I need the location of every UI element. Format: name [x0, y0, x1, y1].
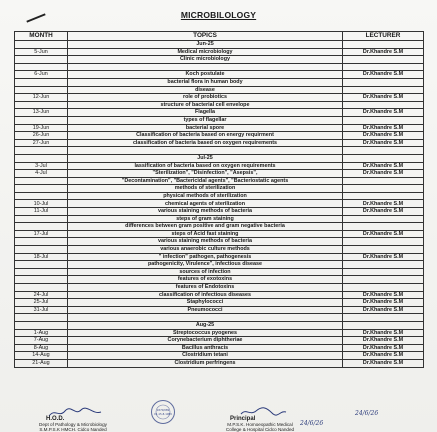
row-lecturer: Dr.Khandre S.M — [343, 253, 424, 261]
row-topic: sources of infection — [68, 268, 343, 276]
row-lecturer: Dr.Khandre S.M — [343, 359, 424, 367]
table-row — [15, 41, 424, 49]
row-month: 25-Jul — [15, 299, 68, 307]
table-row — [15, 291, 424, 299]
hod-dept: Dept of Pathology & Microbiology — [39, 422, 107, 427]
row-topic: features of exotoxins — [68, 276, 343, 284]
table-row — [15, 344, 424, 352]
table-row — [15, 329, 424, 337]
row-lecturer — [343, 101, 424, 109]
row-topic — [68, 63, 343, 71]
row-month: 4-Jul — [15, 170, 68, 178]
row-month: 31-Jul — [15, 306, 68, 314]
table-row — [15, 162, 424, 170]
principal-subtitle — [205, 422, 315, 432]
table-row — [15, 192, 424, 200]
table-row — [15, 101, 424, 109]
row-topic: Staphylococci — [68, 299, 343, 307]
row-lecturer — [343, 276, 424, 284]
row-month — [15, 41, 68, 49]
row-lecturer: Dr.Khandre S.M — [343, 230, 424, 238]
row-topic: Clinic microbiology — [68, 56, 343, 64]
row-topic: types of flagellar — [68, 116, 343, 124]
row-topic: chemical agents of sterilization — [68, 200, 343, 208]
table-row — [15, 208, 424, 216]
row-lecturer: Dr.Khandre S.M — [343, 306, 424, 314]
table-row — [15, 63, 424, 71]
row-month — [15, 261, 68, 269]
row-month: 6-Jun — [15, 71, 68, 79]
row-month: 7-Aug — [15, 337, 68, 345]
table-row — [15, 321, 424, 329]
row-lecturer: Dr.Khandre S.M — [343, 132, 424, 140]
row-month — [15, 116, 68, 124]
row-month — [15, 185, 68, 193]
row-topic: classification of infectious diseases — [68, 291, 343, 299]
row-topic: differences between gram positive and gram negative bacteria — [68, 223, 343, 231]
row-lecturer: Dr.Khandre S.M — [343, 337, 424, 345]
row-month: 24-Jul — [15, 291, 68, 299]
table-row — [15, 299, 424, 307]
row-month: 8-Aug — [15, 344, 68, 352]
table-row — [15, 268, 424, 276]
row-month — [15, 177, 68, 185]
table-row — [15, 200, 424, 208]
table-row — [15, 337, 424, 345]
svg-text:01-15-8-1989: 01-15-8-1989 — [154, 413, 172, 416]
row-lecturer — [343, 268, 424, 276]
row-month — [15, 147, 68, 155]
row-month: 12-Jun — [15, 94, 68, 102]
row-topic: various staining methods of bacteria — [68, 208, 343, 216]
row-topic: " infection" pathogen, pathogenesis — [68, 253, 343, 261]
table-row — [15, 314, 424, 322]
row-lecturer: Dr.Khandre S.M — [343, 48, 424, 56]
row-month — [15, 314, 68, 322]
row-month: 1-Aug — [15, 329, 68, 337]
row-month: 26-Jun — [15, 132, 68, 140]
table-row — [15, 94, 424, 102]
row-lecturer: Dr.Khandre S.M — [343, 170, 424, 178]
row-lecturer: Dr.Khandre S.M — [343, 71, 424, 79]
table-row — [15, 185, 424, 193]
row-topic: features of Endotoxins — [68, 284, 343, 292]
row-topic: various staining methods of bacteria — [68, 238, 343, 246]
row-topic: structure of bacterial cell envelope — [68, 101, 343, 109]
table-row — [15, 230, 424, 238]
row-month — [15, 63, 68, 71]
signature-footer — [0, 405, 437, 432]
row-lecturer — [343, 261, 424, 269]
table-row — [15, 132, 424, 140]
table-row — [15, 170, 424, 178]
row-month: 27-Jun — [15, 139, 68, 147]
schedule-body — [15, 41, 424, 368]
hod-title: H.O.D. — [46, 416, 65, 422]
table-row — [15, 48, 424, 56]
row-topic — [68, 314, 343, 322]
row-lecturer: Dr.Khandre S.M — [343, 352, 424, 360]
row-topic — [68, 147, 343, 155]
row-month: 18-Jul — [15, 253, 68, 261]
row-lecturer: Dr.Khandre S.M — [343, 109, 424, 117]
row-lecturer — [343, 78, 424, 86]
row-topic: Medical microbiology — [68, 48, 343, 56]
row-topic: Clostridium tetani — [68, 352, 343, 360]
table-row — [15, 139, 424, 147]
row-topic: "Sterilization", "Disinfection", "Asepsis", — [68, 170, 343, 178]
row-month — [15, 268, 68, 276]
row-lecturer — [343, 177, 424, 185]
row-topic: pathogenicity, Virulence", infectious disease — [68, 261, 343, 269]
row-lecturer — [343, 314, 424, 322]
row-lecturer — [343, 215, 424, 223]
college-seal — [150, 399, 176, 425]
row-topic: Pneumococci — [68, 306, 343, 314]
table-row — [15, 238, 424, 246]
row-lecturer — [343, 238, 424, 246]
header-lecturer: LECTURER — [343, 32, 424, 41]
row-topic: steps of Acid fast staining — [68, 230, 343, 238]
row-topic: Aug-25 — [68, 321, 343, 329]
row-lecturer — [343, 223, 424, 231]
row-month: 19-Jun — [15, 124, 68, 132]
handwritten-date-2: 24/6/26 — [300, 420, 324, 427]
row-lecturer — [343, 116, 424, 124]
row-lecturer: Dr.Khandre S.M — [343, 208, 424, 216]
table-row — [15, 253, 424, 261]
table-row — [15, 261, 424, 269]
row-topic: bacterial flora in human body — [68, 78, 343, 86]
row-lecturer — [343, 63, 424, 71]
principal-college-line2: College & Hospital Cidco Nanded — [225, 427, 295, 432]
row-month: 14-Aug — [15, 352, 68, 360]
row-month — [15, 321, 68, 329]
row-topic: Corynebacterium diphtheriae — [68, 337, 343, 345]
row-month — [15, 154, 68, 162]
row-month — [15, 238, 68, 246]
table-row — [15, 86, 424, 94]
row-month: 17-Jul — [15, 230, 68, 238]
table-row — [15, 78, 424, 86]
row-lecturer — [343, 86, 424, 94]
row-topic: Koch postulate — [68, 71, 343, 79]
table-row — [15, 71, 424, 79]
row-topic: Bacillus anthracis — [68, 344, 343, 352]
row-lecturer: Dr.Khandre S.M — [343, 291, 424, 299]
row-topic: methods of sterilization — [68, 185, 343, 193]
table-header-row — [15, 32, 424, 41]
row-lecturer — [343, 284, 424, 292]
table-row — [15, 154, 424, 162]
handwritten-date: 24/6/26 — [355, 410, 379, 417]
table-row — [15, 284, 424, 292]
schedule-table — [14, 31, 424, 368]
row-topic: steps of gram staining — [68, 215, 343, 223]
row-lecturer: Dr.Khandre S.M — [343, 200, 424, 208]
principal-college-line1: M.P.S.K. Homoeopathic Medical — [227, 422, 293, 427]
principal-title: Principal — [230, 416, 256, 422]
row-month: 10-Jul — [15, 200, 68, 208]
row-month — [15, 101, 68, 109]
table-row — [15, 177, 424, 185]
row-topic: physical methods of sterilization — [68, 192, 343, 200]
row-topic: various anaerobic culture methods — [68, 246, 343, 254]
table-row — [15, 109, 424, 117]
hod-college: S.M.P.S.K HMCH. Cidco Nanded — [39, 427, 107, 432]
row-topic: Streptococcus pyogenes — [68, 329, 343, 337]
row-month — [15, 192, 68, 200]
header-month: MONTH — [15, 32, 68, 41]
table-row — [15, 359, 424, 367]
row-month — [15, 276, 68, 284]
document-title: MICROBILOLOGY — [180, 10, 257, 20]
row-topic: Clostridium perfringens — [68, 359, 343, 367]
row-lecturer — [343, 321, 424, 329]
row-month — [15, 78, 68, 86]
row-topic: Classification of bacteria based on energy requirment — [68, 132, 343, 140]
row-topic: role of probiotics — [68, 94, 343, 102]
row-topic: disease — [68, 86, 343, 94]
row-lecturer — [343, 246, 424, 254]
row-topic: classification of bacteria based on oxygen requirements — [68, 139, 343, 147]
table-row — [15, 56, 424, 64]
row-lecturer: Dr.Khandre S.M — [343, 344, 424, 352]
svg-text:1870/089: 1870/089 — [156, 409, 170, 412]
row-lecturer: Dr.Khandre S.M — [343, 139, 424, 147]
row-month — [15, 284, 68, 292]
row-month — [15, 215, 68, 223]
row-lecturer: Dr.Khandre S.M — [343, 299, 424, 307]
row-topic: lassification of bacteria based on oxygen requirements — [68, 162, 343, 170]
row-lecturer — [343, 154, 424, 162]
row-month: 21-Aug — [15, 359, 68, 367]
table-row — [15, 306, 424, 314]
table-row — [15, 276, 424, 284]
row-topic: "Decontamination", "Bactericidal agents", "Bacteriostatic agents — [68, 177, 343, 185]
row-month — [15, 56, 68, 64]
row-topic: Flagella — [68, 109, 343, 117]
row-topic: bacterial spore — [68, 124, 343, 132]
table-row — [15, 215, 424, 223]
row-lecturer: Dr.Khandre S.M — [343, 329, 424, 337]
row-lecturer — [343, 56, 424, 64]
row-lecturer — [343, 192, 424, 200]
row-lecturer: Dr.Khandre S.M — [343, 162, 424, 170]
row-month — [15, 223, 68, 231]
row-topic: Jun-25 — [68, 41, 343, 49]
row-topic: Jul-25 — [68, 154, 343, 162]
table-row — [15, 223, 424, 231]
row-month: 13-Jun — [15, 109, 68, 117]
table-row — [15, 352, 424, 360]
row-month — [15, 86, 68, 94]
header-topics: TOPICS — [68, 32, 343, 41]
row-lecturer — [343, 41, 424, 49]
row-month — [15, 246, 68, 254]
row-month: 3-Jul — [15, 162, 68, 170]
table-row — [15, 124, 424, 132]
row-lecturer: Dr.Khandre S.M — [343, 94, 424, 102]
row-month: 5-Jun — [15, 48, 68, 56]
table-row — [15, 246, 424, 254]
row-month: 11-Jul — [15, 208, 68, 216]
table-row — [15, 116, 424, 124]
table-row — [15, 147, 424, 155]
hod-subtitle — [28, 422, 118, 432]
row-lecturer: Dr.Khandre S.M — [343, 124, 424, 132]
row-lecturer — [343, 185, 424, 193]
row-lecturer — [343, 147, 424, 155]
